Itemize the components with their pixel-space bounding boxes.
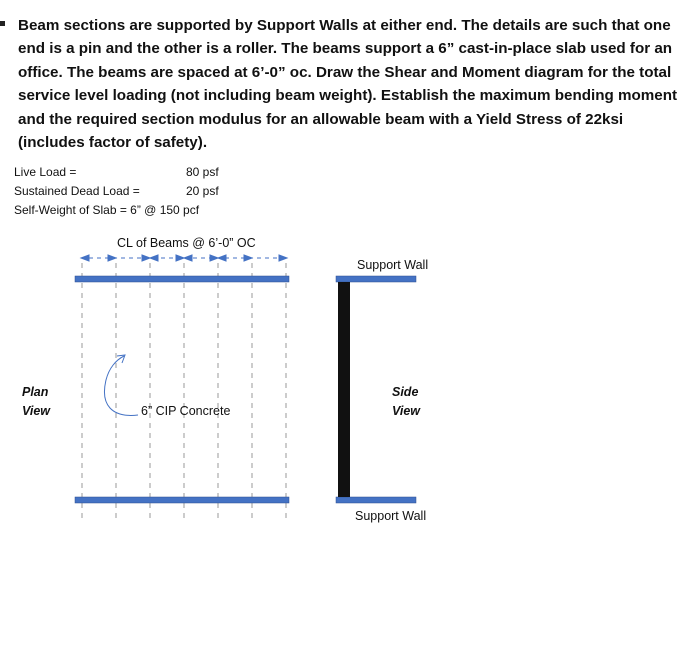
callout-curve	[104, 356, 138, 415]
load-label: Sustained Dead Load =	[14, 184, 140, 198]
arrowhead	[150, 255, 158, 261]
load-label: Live Load =	[14, 165, 77, 179]
beam-centerlines	[82, 263, 286, 518]
side-view-label-line1: Side	[392, 385, 419, 399]
plan-support-wall-bottom	[75, 497, 289, 503]
plan-view-label-line1: Plan	[22, 385, 49, 399]
side-view-label-line2: View	[392, 404, 421, 418]
support-wall-bottom-label: Support Wall	[355, 509, 427, 523]
side-support-wall-top	[336, 276, 416, 282]
support-wall-top-label: Support Wall	[357, 258, 429, 272]
beam-spacing-label: CL of Beams @ 6’-0” OC	[117, 236, 256, 250]
arrowhead	[108, 255, 116, 261]
arrowhead	[184, 255, 192, 261]
side-support-wall-bottom	[336, 497, 416, 503]
plan-support-wall-top	[75, 276, 289, 282]
slab-label: 6” CIP Concrete	[141, 404, 231, 418]
arrowhead	[244, 255, 252, 261]
spacing-dimension-arrows	[81, 255, 287, 261]
arrowhead	[218, 255, 226, 261]
plan-view-label-line2: View	[22, 404, 51, 418]
side-beam-section	[338, 282, 350, 497]
slab-callout-arrow	[104, 355, 138, 415]
load-value: 80 psf	[186, 165, 219, 179]
load-value: 20 psf	[186, 184, 219, 198]
arrowhead	[81, 255, 89, 261]
load-label: Self-Weight of Slab = 6” @ 150 pcf	[14, 203, 200, 217]
problem-statement: Beam sections are supported by Support Walls at either end. The details are such that one end is a pin and the other is a roller. The beams support a 6” cast-in-place slab used for an office. The beams are spaced at 6’-0” oc. Draw the Shear and Moment diagram for the total service level loading (not including beam weight). Establish the maximum bending moment and the required section modulus for an allowable beam with a Yield Stress of 22ksi (includes factor of safety).	[18, 17, 678, 152]
arrowhead	[279, 255, 287, 261]
